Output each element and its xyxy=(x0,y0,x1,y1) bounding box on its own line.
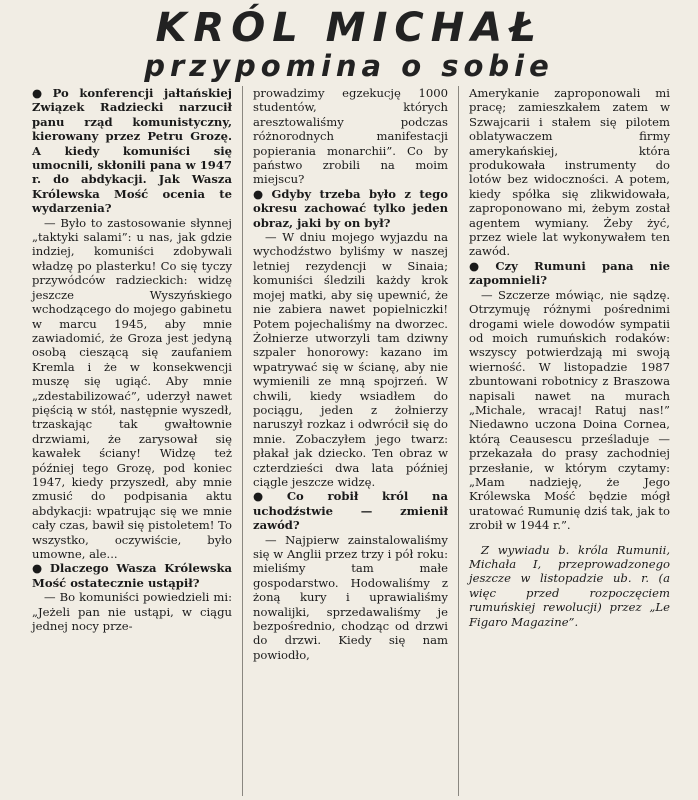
answer-continuation xyxy=(253,86,448,187)
interview-question xyxy=(253,489,448,532)
interview-answer xyxy=(253,230,448,489)
paragraph-text: Amerykanie zaproponowali mi pracę; zamieszkałem zatem w Szwajcarii i stałem się pilotem oblatywaczem firmy amerykańskiej, która produkowała instrumenty do lotów bez widoczności. A potem, kiedy spółka się zlikwidowała, zaproponowano mi, żebym został agentem wymiany. Żeby żyć, przez wiele lat wykonywałem ten zawód. xyxy=(469,86,670,259)
column-1 xyxy=(24,86,242,796)
answer-continuation xyxy=(469,86,670,259)
interview-answer xyxy=(253,533,448,663)
paragraph-text: — Bo komuniści powiedzieli mi: „Jeżeli pan nie ustąpi, w ciągu jednej nocy prze- xyxy=(32,590,232,634)
paragraph-text: Gdyby trzeba było z tego okresu zachować tylko jeden obraz, jaki by on był? xyxy=(253,186,448,230)
paragraph-text: prowadzimy egzekucję 1000 studentów, których aresztowaliśmy podczas różnorodnych manifestacji popierania monarchii”. Co by państwo zrobili na moim miejscu? xyxy=(253,86,448,187)
column-3 xyxy=(458,86,680,796)
paragraph-text: Dlaczego Wasza Królewska Mość ostatecznie ustąpił? xyxy=(32,561,232,590)
bullet-icon: ● xyxy=(32,561,46,576)
bullet-icon: ● xyxy=(253,489,283,504)
paragraph-text: Czy Rumuni pana nie zapomnieli? xyxy=(469,258,670,288)
interview-question xyxy=(32,86,232,216)
paragraph-text: — W dniu mojego wyjazdu na wychodźstwo byliśmy w naszej letniej rezydencji w Sinaia; komuniści śledzili każdy krok mojej matki, aby się upewnić, że nie zabiera nawet popielniczki! Potem pojechaliśmy na dworzec. Żołnierze utworzyli tam dziwny szpaler honorowy: kazano im wpatrywać się w ścianę, aby nie wymienili ze mną spojrzeń. W chwili, kiedy wsiadłem do pociągu, jeden z żołnierzy naruszył rozkaz i odwrócił się do mnie. Zobaczyłem jego twarz: płakał jak dziecko. Ten obraz w czterdzieści dwa lata później ciągle jeszcze widzę. xyxy=(253,230,448,489)
source-note xyxy=(469,543,670,629)
article-subtitle: przypomina o sobie xyxy=(144,49,554,83)
paragraph-text: — Szczerze mówiąc, nie sądzę. Otrzymuję różnymi pośrednimi drogami wiele dowodów sympatii od moich rumuńskich rodaków: wszyscy potwierdzają mi swoją wierność. W listopadzie 1987 zbuntowani robotnicy z Braszowa napisali nawet na murach „Michale, wracaj! Ratuj nas!” Niedawno uczona Doina Cornea, którą Ceausescu prześladuje — przekazała do prasy zachodniej przesłanie, w którym czytamy: „Mam nadzieję, że Jego Królewska Mość będzie mógł uratować Rumunię dziś tak, jak to zrobił w 1944 r.”. xyxy=(469,287,670,533)
article-title: KRÓL MICHAŁ xyxy=(155,5,543,51)
interview-question xyxy=(32,561,232,590)
interview-answer xyxy=(32,590,232,633)
interview-question xyxy=(253,187,448,230)
interview-answer xyxy=(469,288,670,533)
paragraph-text: Po konferencji jałtańskiej Związek Radziecki narzucił panu rząd komunistyczny, kierowany przez Petru Grozę. A kiedy komuniści się umocnili, skłonili pana w 1947 r. do abdykacji. Jak Wasza Królewska Mość ocenia te wydarzenia? xyxy=(32,86,233,216)
paragraph-text: — Najpierw zainstalowaliśmy się w Anglii przez trzy i pół roku: mieliśmy tam małe gospodarstwo. Hodowaliśmy z żoną kury i uprawialiśmy nowalijki, sprzedawaliśmy je bezpośrednio, chodząc od drzwi do drzwi. Kiedy się nam powiodło, xyxy=(253,532,448,662)
bullet-icon: ● xyxy=(469,258,492,273)
article-columns xyxy=(24,86,682,796)
bullet-icon: ● xyxy=(32,86,49,100)
paragraph-text: Co robił król na uchodźstwie — zmienił zawód? xyxy=(253,489,448,533)
paragraph-text: Z wywiadu b. króla Rumunii, Michała I, przeprowadzonego jeszcze w listopadzie ub. r. (a więc przed rozpoczęciem rumuńskiej rewolucji) przez „Le Figaro Magazine”. xyxy=(469,542,670,629)
column-2 xyxy=(242,86,458,796)
interview-answer xyxy=(32,216,232,562)
bullet-icon: ● xyxy=(253,186,268,201)
paragraph-text: — Było to zastosowanie słynnej „taktyki salami”: u nas, jak gdzie indziej, komuniści zdobywali władzę po plasterku! Co się tyczy przywódców radzieckich: widzę jeszcze Wyszyńskiego wchodzącego do mojego gabinetu w marcu 1945, aby mnie zawiadomić, że Groza jest jedyną osobą cieszącą się zaufaniem Kremla i że w konsekwencji muszę się ugiąć. Aby mnie „zdestabilizować”, uderzył nawet pięścią w stół, następnie wyszedł, trzaskając tak gwałtownie drzwiami, że zarysował się kawałek ściany! Widzę też później tego Grozę, pod koniec 1947, kiedy przyszedł, aby mnie zmusić do podpisania aktu abdykacji: wpatrując się we mnie cały czas, bawił się pistoletem! To wszystko, oczywiście, było umowne, ale... xyxy=(32,215,232,561)
article-header xyxy=(0,0,698,88)
interview-question xyxy=(469,259,670,288)
